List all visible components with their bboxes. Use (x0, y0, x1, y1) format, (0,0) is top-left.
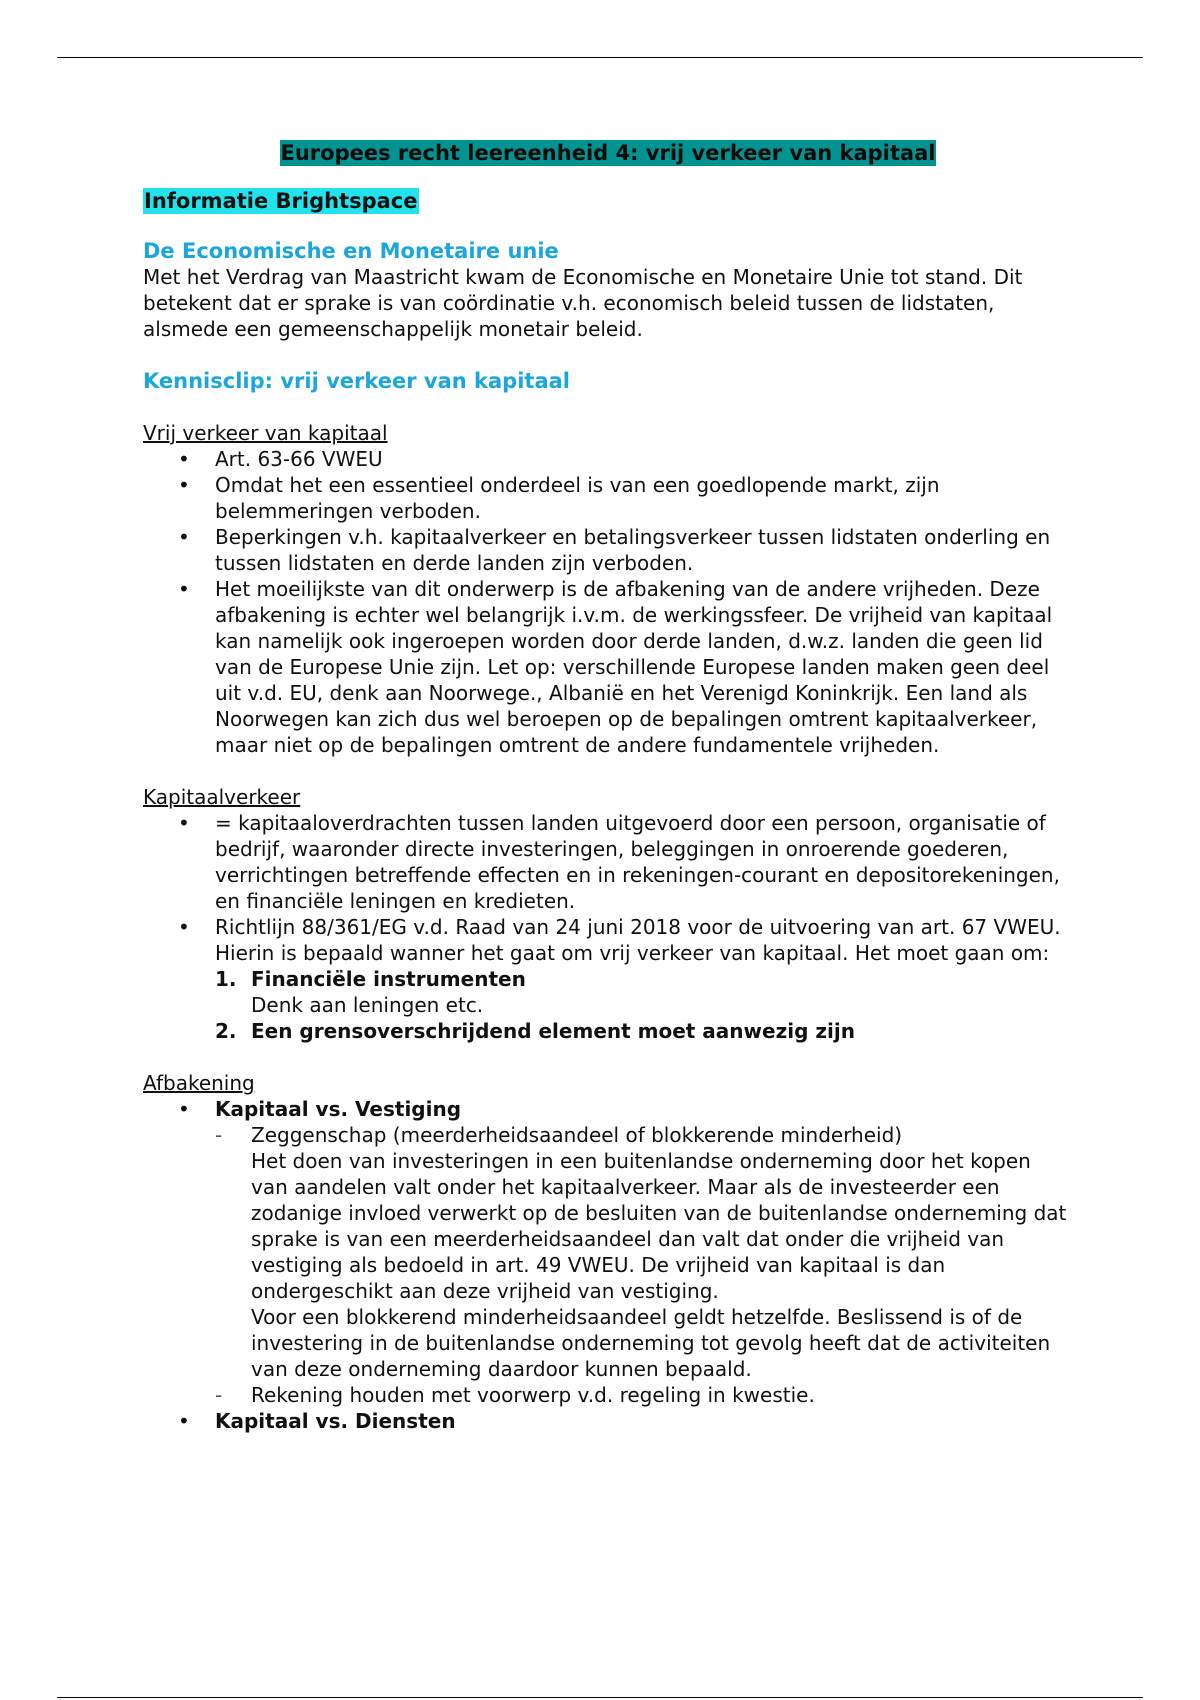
numbered-label: Financiële instrumenten (251, 967, 526, 991)
dash-item-text: Zeggenschap (meerderheidsaandeel of blokkerende minderheid) (251, 1123, 903, 1147)
dash-item (251, 1122, 1073, 1382)
dash-paragraph: Het doen van investeringen in een buitenlandse onderneming door het kopen van aandelen valt onder het kapitaalverkeer. Maar als de investeerder een zodanige invloed verwerkt op de besluiten van de buitenlandse onderneming dat sprake is van een meerderheidsaandeel dan valt dat onder die vrijheid van vestiging als bedoeld in art. 49 VWEU. De vrijheid van kapitaal is dan ondergeschikt aan deze vrijheid van vestiging. (251, 1149, 1067, 1303)
numbered-label: Een grensoverschrijdend element moet aanwezig zijn (251, 1019, 855, 1043)
list-item (215, 1408, 1073, 1434)
afbakening-list (143, 1096, 1073, 1434)
document-title: Europees recht leereenheid 4: vrij verkeer van kapitaal (280, 141, 936, 165)
kapitaalverkeer-list (143, 810, 1073, 1044)
emu-paragraph: Met het Verdrag van Maastricht kwam de Economische en Monetaire Unie tot stand. Dit betekent dat er sprake is van coördinatie v.h. economisch beleid tussen de lidstaten, alsmede een gemeenschappelijk monetair beleid. (143, 265, 1023, 341)
title-block (143, 140, 1073, 166)
dash-paragraph: Voor een blokkerend minderheidsaandeel geldt hetzelfde. Beslissend is of de investering in de buitenlandse onderneming tot gevolg heeft dat de activiteiten van deze onderneming daardoor kunnen bepaald. (251, 1305, 1051, 1381)
kennisclip-heading: Kennisclip: vrij verkeer van kapitaal (143, 369, 570, 393)
info-heading: Informatie Brightspace (144, 189, 418, 213)
richtlijn-text: Richtlijn 88/361/EG v.d. Raad van 24 juni 2018 voor de uitvoering van art. 67 VWEU. Hierin is bepaald wanner het gaat om vrij verkeer van kapitaal. Het moet gaan om: (215, 915, 1061, 965)
kapitaalverkeer-heading: Kapitaalverkeer (143, 785, 301, 809)
vrij-verkeer-heading: Vrij verkeer van kapitaal (143, 421, 388, 445)
list-item: • Art. 63-66 VWEU (215, 446, 1073, 472)
afbakening-item-label: Kapitaal vs. Diensten (215, 1409, 456, 1433)
header-rule (57, 57, 1143, 58)
list-item: • Omdat het een essentieel onderdeel is van een goedlopende markt, zijn belemmeringen verboden. (215, 472, 1073, 524)
afbakening-item-label: Kapitaal vs. Vestiging (215, 1097, 462, 1121)
numbered-list (215, 966, 1073, 1044)
vrij-verkeer-list (143, 446, 1073, 758)
dash-item: - Rekening houden met voorwerp v.d. regeling in kwestie. (251, 1382, 1073, 1408)
number-marker: 2. (215, 1019, 237, 1043)
numbered-item (215, 966, 1073, 1018)
afbakening-heading: Afbakening (143, 1071, 255, 1095)
dash-list (215, 1122, 1073, 1408)
list-item: • Beperkingen v.h. kapitaalverkeer en betalingsverkeer tussen lidstaten onderling en tussen lidstaten en derde landen zijn verboden. (215, 524, 1073, 576)
numbered-sub: Denk aan leningen etc. (251, 993, 484, 1017)
footer-rule (57, 1697, 1143, 1698)
list-item (215, 1096, 1073, 1408)
list-item (215, 914, 1073, 1044)
document-body (143, 140, 1073, 1434)
list-item: • Het moeilijkste van dit onderwerp is de afbakening van de andere vrijheden. Deze afbakening is echter wel belangrijk i.v.m. de werkingssfeer. De vrijheid van kapitaal kan namelijk ook ingeroepen worden door derde landen, d.w.z. landen die geen lid van de Europese Unie zijn. Let op: verschillende Europese landen maken geen deel uit v.d. EU, denk aan Noorwege., Albanië en het Verenigd Koninkrijk. Een land als Noorwegen kan zich dus wel beroepen op de bepalingen omtrent kapitaalverkeer, maar niet op de bepalingen omtrent de andere fundamentele vrijheden. (215, 576, 1073, 758)
info-heading-block (143, 188, 1073, 214)
numbered-item (215, 1018, 1073, 1044)
list-item: • = kapitaaloverdrachten tussen landen uitgevoerd door een persoon, organisatie of bedrijf, waaronder directe investeringen, beleggingen in onroerende goederen, verrichtingen betreffende effecten en in rekeningen-courant en depositorekeningen, en financiële leningen en kredieten. (215, 810, 1073, 914)
emu-heading: De Economische en Monetaire unie (143, 239, 559, 263)
number-marker: 1. (215, 967, 237, 991)
